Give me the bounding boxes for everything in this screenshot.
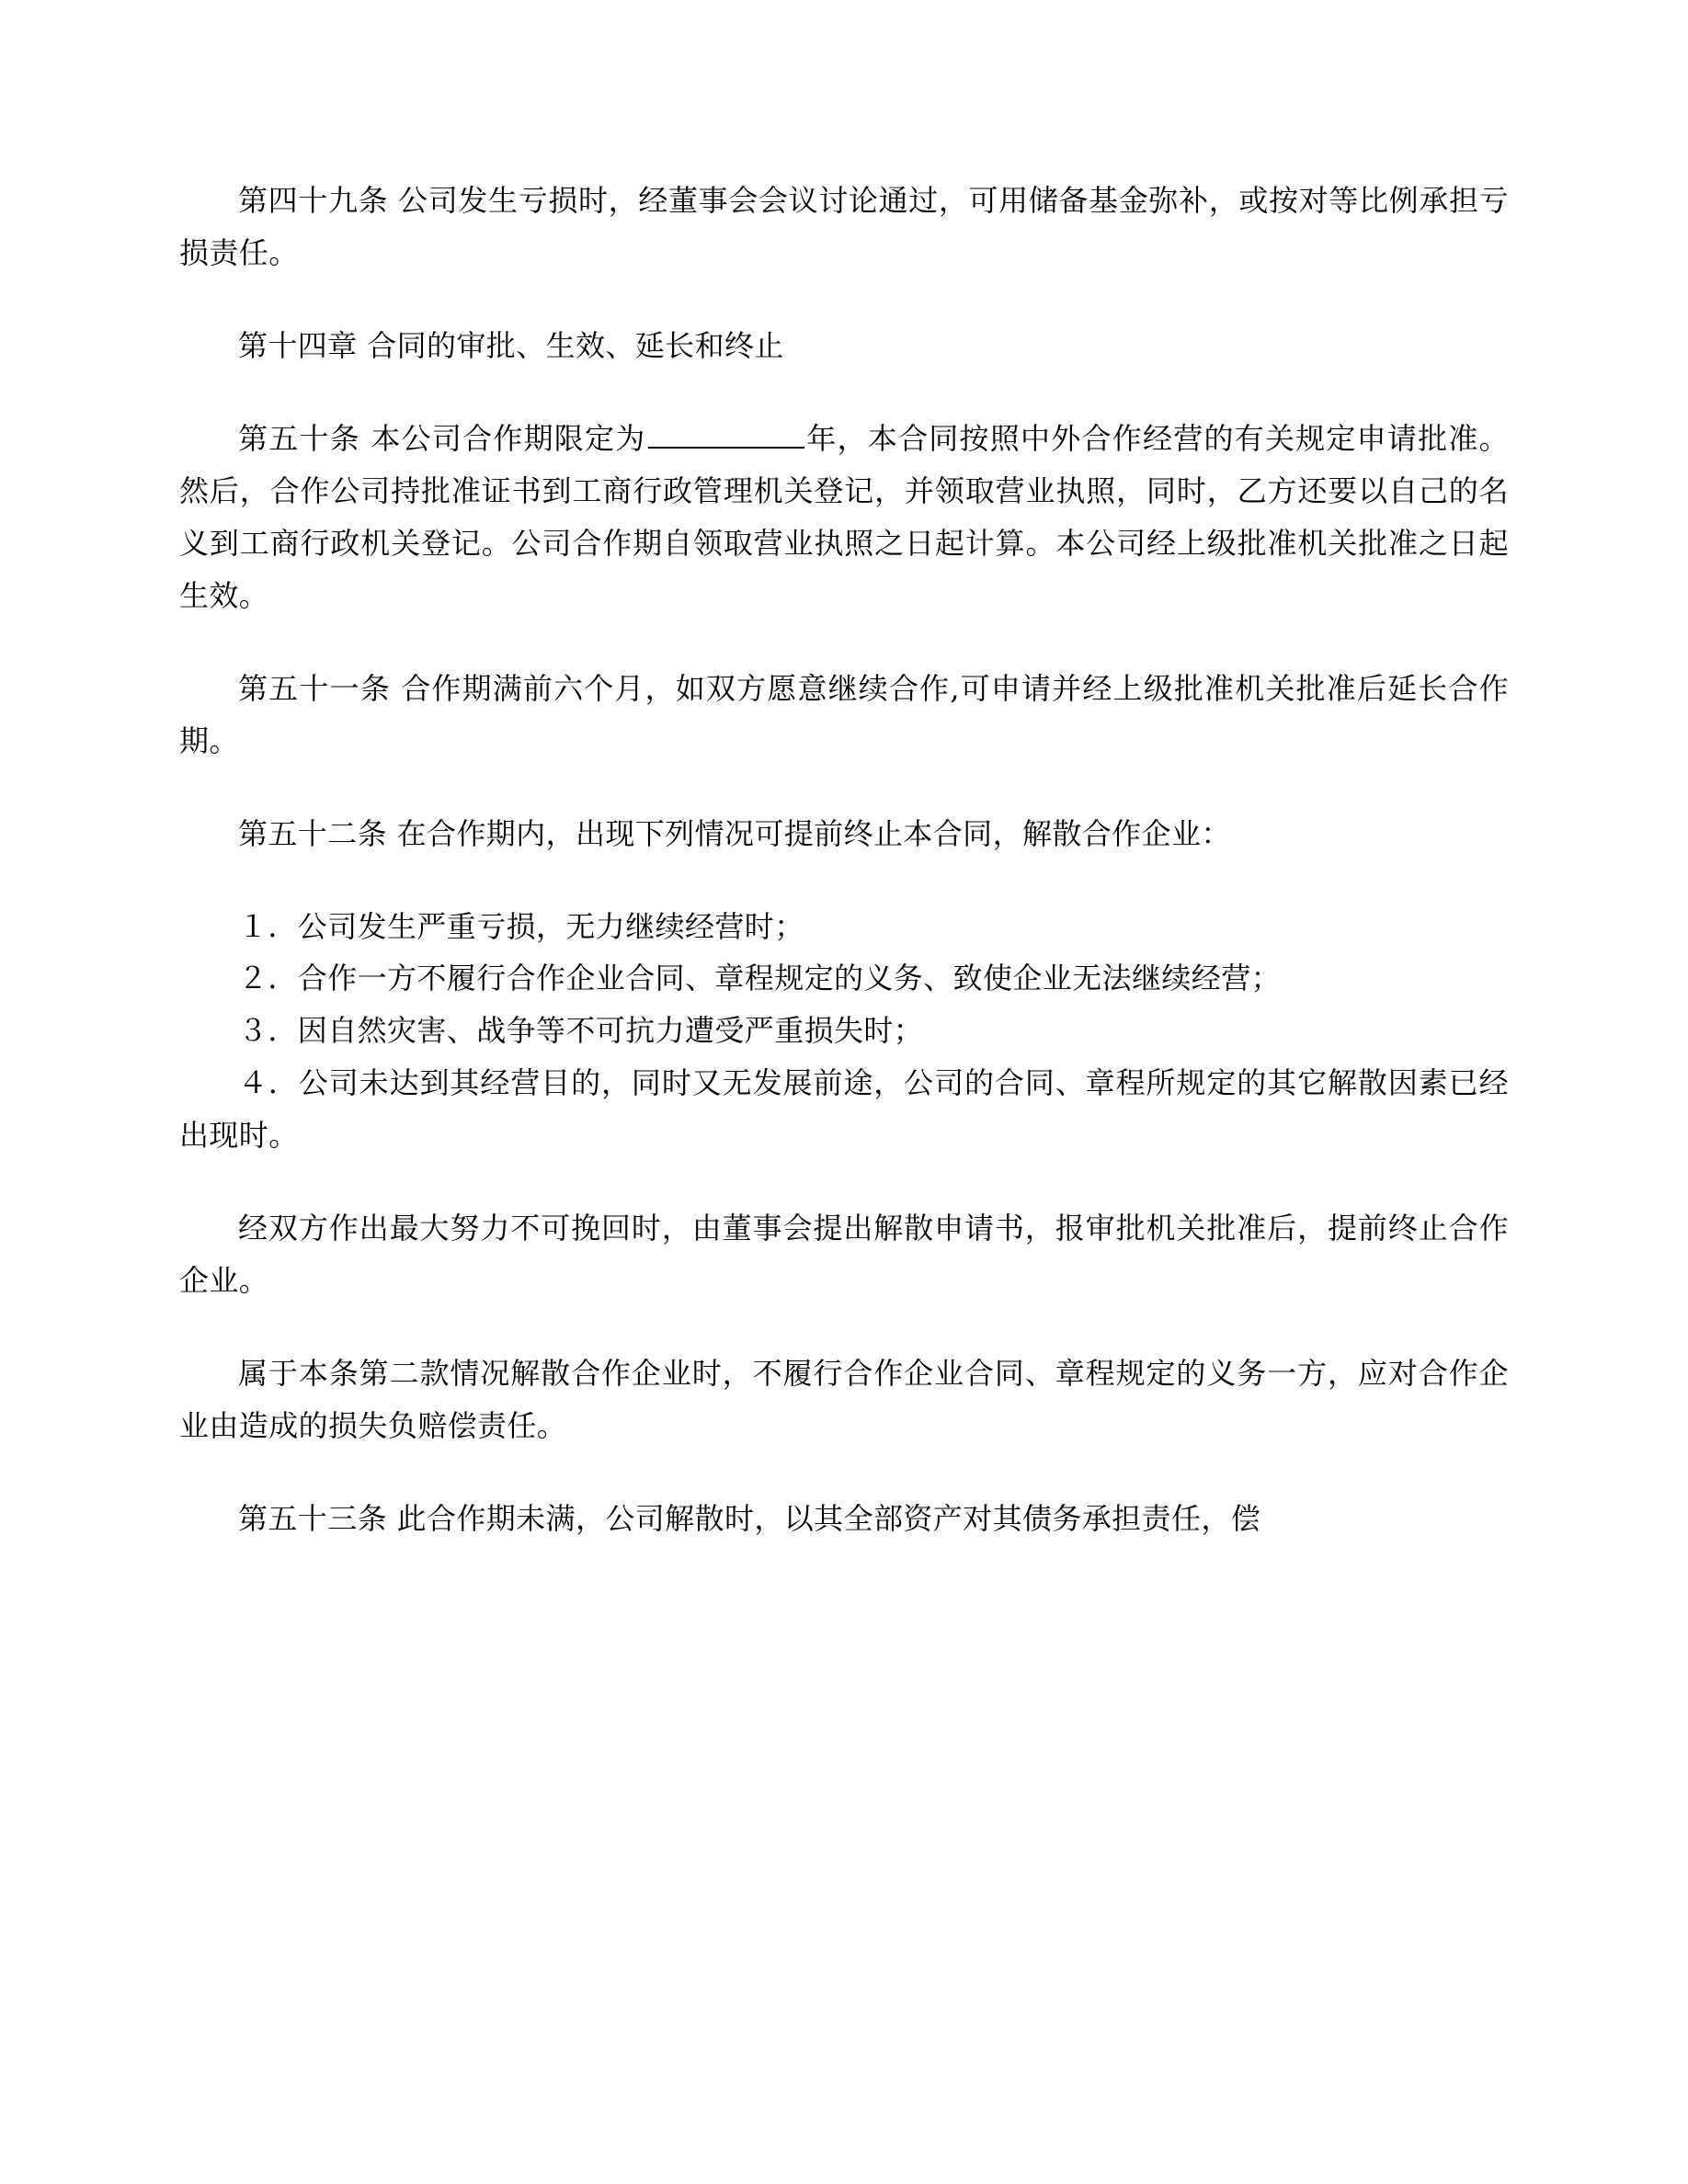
paragraph-dissolution-application: 经双方作出最大努力不可挽回时，由董事会提出解散申请书，报审批机关批准后，提前终止合作企业。 bbox=[179, 1211, 1509, 1299]
paragraph-article-51: 第五十一条 合作期满前六个月，如双方愿意继续合作,可申请并经上级批准机关批准后延长合作期。 bbox=[179, 670, 1509, 758]
paragraph-article-53: 第五十三条 此合作期未满，公司解散时，以其全部资产对其债务承担责任，偿 bbox=[238, 1501, 1261, 1537]
article-50-text-after: 年，本合同按照中外合作经营的有关规定申请批准。然后，合作公司持批准证书到工商行政管理机关登记，并领取营业执照，同时，乙方还要以自己的名义到工商行政机关登记。公司合作期自领取营业执照之日起计算。本公司经上级批准机关批准之日起生效。 bbox=[179, 420, 1509, 613]
paragraph-article-52: 第五十二条 在合作期内，出现下列情况可提前终止本合同，解散合作企业： bbox=[238, 815, 1231, 851]
list-item: １．公司发生严重亏损，无力继续经营时； bbox=[238, 908, 804, 944]
heading-chapter-14: 第十四章 合同的审批、生效、延长和终止 bbox=[238, 327, 784, 363]
paragraph-article-50 bbox=[179, 413, 1509, 622]
article-50-text-before: 第五十条 本公司合作期限定为 bbox=[238, 420, 646, 456]
paragraph-article-49: 第四十九条 公司发生亏损时，经董事会会议讨论通过，可用储备基金弥补，或按对等比例承担亏损责任。 bbox=[179, 183, 1509, 270]
document-body bbox=[179, 175, 1509, 1545]
article-52-conditions-list bbox=[179, 901, 1509, 1163]
fill-in-blank-term-years bbox=[648, 447, 804, 449]
list-item: ４．公司未达到其经营目的，同时又无发展前途，公司的合同、章程所规定的其它解散因素已经出现时。 bbox=[179, 1065, 1509, 1154]
paragraph-liability-compensation: 属于本条第二款情况解散合作企业时，不履行合作企业合同、章程规定的义务一方，应对合作企业由造成的损失负赔偿责任。 bbox=[179, 1356, 1509, 1444]
list-item: ２．合作一方不履行合作企业合同、章程规定的义务、致使企业无法继续经营； bbox=[238, 961, 1282, 996]
list-item: ３．因自然灾害、战争等不可抗力遭受严重损失时； bbox=[238, 1013, 924, 1049]
